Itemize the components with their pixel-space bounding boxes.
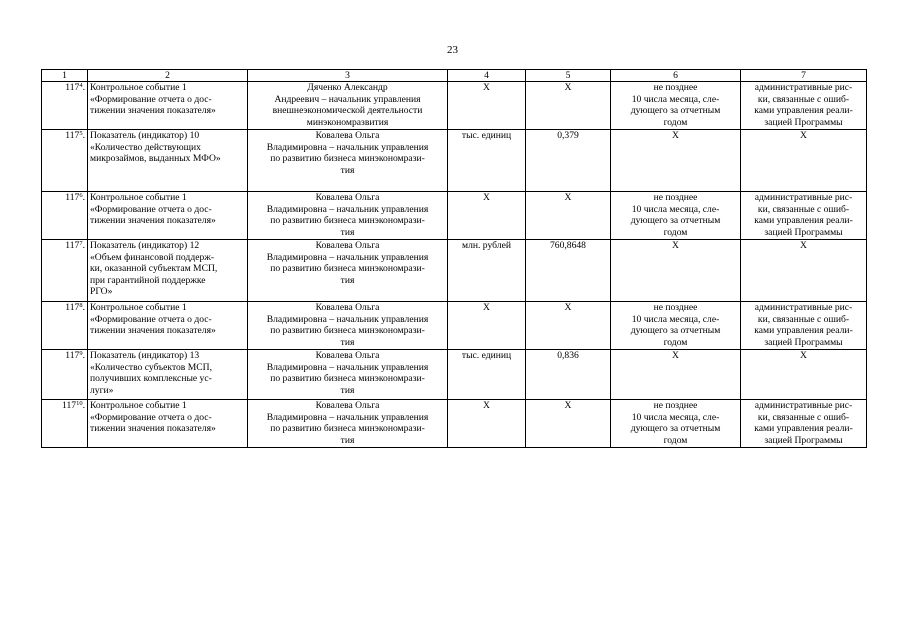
item-name-text: Показатель (индикатор) 10 «Количество действующих микрозаймов, выданных МФО» (90, 130, 221, 165)
deadline-cell (611, 302, 741, 350)
risks-cell (741, 240, 867, 302)
deadline-cell (611, 130, 741, 192)
row-number-cell (42, 302, 88, 350)
value-text: 760,8648 (550, 240, 586, 251)
responsible-cell (248, 350, 448, 400)
unit-cell (448, 302, 526, 350)
responsible-text: Ковалева Ольга Владимировна – начальник управления по развитию бизнеса минэкономрази- тия (266, 130, 429, 176)
row-number-cell (42, 130, 88, 192)
responsible-text: Ковалева Ольга Владимировна – начальник управления по развитию бизнеса минэкономрази- тия (266, 350, 429, 396)
value-cell (526, 192, 611, 240)
responsible-cell (248, 130, 448, 192)
document-table (41, 69, 867, 448)
item-name-cell (88, 192, 248, 240)
value-cell (526, 240, 611, 302)
row-number-dot: . (82, 82, 85, 93)
risks-text: административные рис- ки, связанные с ошиб- ками управления реали- зацией Программы (754, 302, 853, 348)
row-number-superscript: 9 (79, 350, 83, 357)
value-cell (526, 400, 611, 448)
value-text: X (564, 302, 572, 313)
deadline-text: не позднее 10 числа месяца, сле- дующего за отчетным годом (630, 82, 721, 128)
value-text: X (564, 400, 572, 411)
item-name-text: Контрольное событие 1 «Формирование отчета о дос- тижении значения показателя» (90, 302, 216, 337)
row-number-dot: . (82, 192, 85, 203)
risks-cell (741, 302, 867, 350)
deadline-text: не позднее 10 числа месяца, сле- дующего за отчетным годом (630, 192, 721, 238)
deadline-text: не позднее 10 числа месяца, сле- дующего за отчетным годом (630, 400, 721, 446)
risks-cell (741, 82, 867, 130)
value-cell (526, 130, 611, 192)
row-number-dot: . (82, 240, 85, 251)
header-cell: 3 (248, 70, 448, 82)
row-number-superscript: 8 (79, 302, 83, 309)
unit-cell (448, 400, 526, 448)
table-row (42, 302, 867, 350)
row-number: 117 (65, 82, 80, 93)
risks-cell (741, 130, 867, 192)
row-number-cell (42, 192, 88, 240)
unit-text: млн. рублей (462, 240, 511, 251)
item-name-cell (88, 130, 248, 192)
row-number-superscript: 10 (76, 400, 83, 407)
responsible-cell (248, 240, 448, 302)
risks-text: административные рис- ки, связанные с ошиб- ками управления реали- зацией Программы (754, 400, 853, 446)
value-cell (526, 302, 611, 350)
item-name-text: Контрольное событие 1 «Формирование отчета о дос- тижении значения показателя» (90, 400, 216, 435)
row-number-cell (42, 400, 88, 448)
unit-text: X (483, 192, 490, 203)
row-number-dot: . (82, 130, 85, 141)
unit-cell (448, 350, 526, 400)
row-number-superscript: 7 (79, 240, 83, 247)
item-name-text: Показатель (индикатор) 13 «Количество субъектов МСП, получивших комплексные ус- луги» (90, 350, 212, 396)
table-row (42, 400, 867, 448)
table-row (42, 350, 867, 400)
value-text: X (564, 82, 572, 93)
row-number-superscript: 6 (79, 192, 83, 199)
unit-cell (448, 82, 526, 130)
value-cell (526, 82, 611, 130)
value-text: 0,836 (557, 350, 579, 361)
item-name-text: Контрольное событие 1 «Формирование отчета о дос- тижении значения показателя» (90, 192, 216, 227)
header-cell: 1 (42, 70, 88, 82)
page-number: 23 (447, 44, 458, 56)
row-number-cell (42, 240, 88, 302)
item-name-cell (88, 82, 248, 130)
unit-text: X (483, 400, 490, 411)
row-number-cell (42, 350, 88, 400)
table-row (42, 82, 867, 130)
deadline-cell (611, 350, 741, 400)
unit-cell (448, 240, 526, 302)
responsible-text: Ковалева Ольга Владимировна – начальник управления по развитию бизнеса минэкономрази- тия (266, 192, 429, 238)
row-number: 117 (65, 192, 80, 203)
responsible-text: Ковалева Ольга Владимировна – начальник управления по развитию бизнеса минэкономрази- тия (266, 302, 429, 348)
row-number-superscript: 5 (79, 130, 83, 137)
value-text: X (564, 192, 572, 203)
row-number-dot: . (82, 400, 85, 411)
responsible-cell (248, 302, 448, 350)
item-name-cell (88, 240, 248, 302)
table-body (42, 70, 867, 448)
risks-text: административные рис- ки, связанные с ошиб- ками управления реали- зацией Программы (754, 192, 853, 238)
risks-text: X (800, 350, 807, 361)
table-header-row (42, 70, 867, 82)
deadline-text: не позднее 10 числа месяца, сле- дующего за отчетным годом (630, 302, 721, 348)
risks-text: X (800, 130, 807, 141)
value-text: 0,379 (557, 130, 579, 141)
header-cell: 4 (448, 70, 526, 82)
responsible-cell (248, 400, 448, 448)
row-number: 117 (65, 302, 80, 313)
unit-text: X (483, 302, 490, 313)
deadline-cell (611, 400, 741, 448)
item-name-text: Показатель (индикатор) 12 «Объем финансовой поддерж- ки, оказанной субъектам МСП, при гарантийной поддержке РГО» (90, 240, 218, 298)
responsible-text: Дяченко Александр Андреевич – начальник управления внешнеэкономической деятельности минэкономразвития (272, 82, 423, 128)
value-cell (526, 350, 611, 400)
header-cell: 5 (526, 70, 611, 82)
header-cell: 6 (611, 70, 741, 82)
unit-text: X (483, 82, 490, 93)
row-number: 117 (65, 350, 80, 361)
row-number-cell (42, 82, 88, 130)
row-number-dot: . (82, 350, 85, 361)
item-name-text: Контрольное событие 1 «Формирование отчета о дос- тижении значения показателя» (90, 82, 216, 117)
item-name-cell (88, 302, 248, 350)
deadline-text: X (672, 350, 679, 361)
unit-cell (448, 192, 526, 240)
row-number-superscript: 4 (79, 82, 83, 89)
risks-text: административные рис- ки, связанные с ошиб- ками управления реали- зацией Программы (754, 82, 853, 128)
table-row (42, 130, 867, 192)
responsible-cell (248, 82, 448, 130)
row-number-dot: . (82, 302, 85, 313)
row-number: 117 (65, 130, 80, 141)
responsible-text: Ковалева Ольга Владимировна – начальник управления по развитию бизнеса минэкономрази- тия (266, 400, 429, 446)
deadline-cell (611, 240, 741, 302)
responsible-text: Ковалева Ольга Владимировна – начальник управления по развитию бизнеса минэкономрази- тия (266, 240, 429, 286)
unit-text: тыс. единиц (461, 130, 512, 141)
row-number: 117 (62, 400, 77, 411)
unit-text: тыс. единиц (461, 350, 512, 361)
table-row (42, 192, 867, 240)
table-row (42, 240, 867, 302)
deadline-text: X (672, 240, 679, 251)
risks-cell (741, 192, 867, 240)
header-cell: 7 (741, 70, 867, 82)
row-number: 117 (65, 240, 80, 251)
item-name-cell (88, 350, 248, 400)
risks-cell (741, 350, 867, 400)
deadline-text: X (672, 130, 679, 141)
responsible-cell (248, 192, 448, 240)
risks-cell (741, 400, 867, 448)
deadline-cell (611, 82, 741, 130)
header-cell: 2 (88, 70, 248, 82)
deadline-cell (611, 192, 741, 240)
unit-cell (448, 130, 526, 192)
risks-text: X (800, 240, 807, 251)
item-name-cell (88, 400, 248, 448)
